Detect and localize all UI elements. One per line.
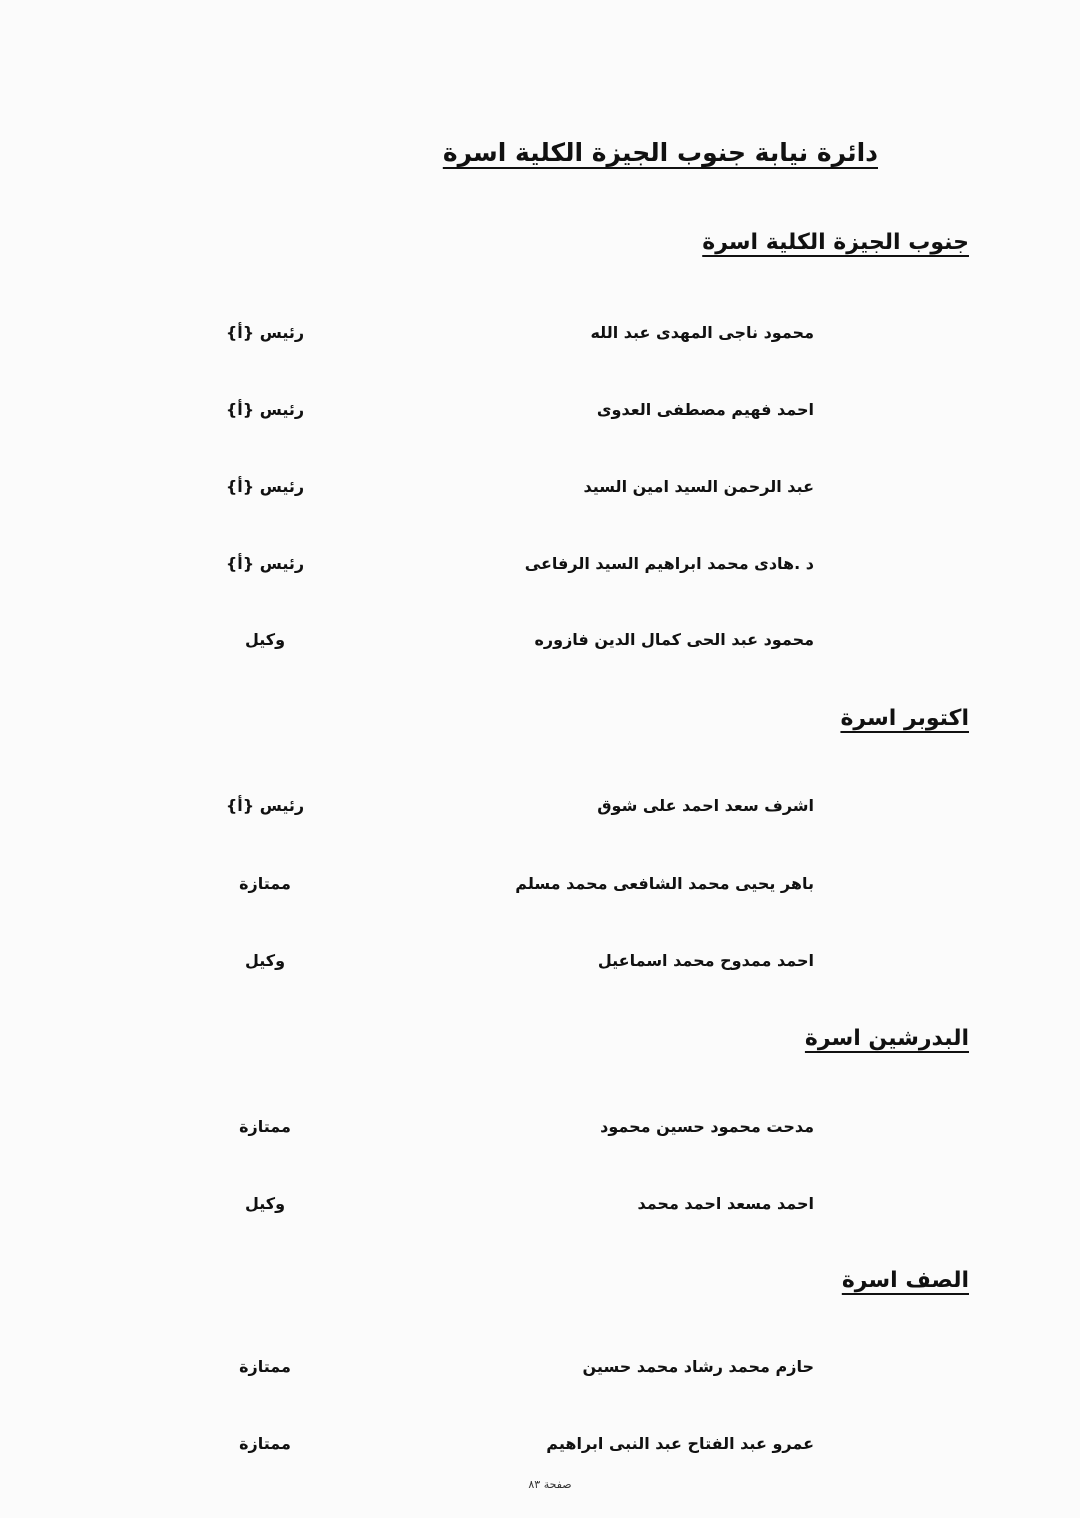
entry-rank: ممتازة <box>239 874 291 893</box>
entry-rank: رئيس {أ} <box>225 400 305 419</box>
entry-rank: وكيل <box>244 630 286 649</box>
entry-rank: ممتازة <box>239 1434 291 1453</box>
entry-name: احمد مسعد احمد محمد <box>637 1194 814 1213</box>
entry-rank: وكيل <box>244 951 286 970</box>
entry-name: د .هادى محمد ابراهيم السيد الرفاعى <box>524 554 814 573</box>
section-heading: البدرشين اسرة <box>804 1026 969 1051</box>
entry-name: عمرو عبد الفتاح عبد النبى ابراهيم <box>546 1434 814 1453</box>
page-number: صفحة ٨٣ <box>528 1478 572 1491</box>
entry-name: محمود ناجى المهدى عبد الله <box>590 323 814 342</box>
entry-rank: رئيس {أ} <box>225 554 305 573</box>
page-title: دائرة نيابة جنوب الجيزة الكلية اسرة <box>442 138 878 167</box>
entry-rank: ممتازة <box>239 1357 291 1376</box>
entry-name: محمود عبد الحى كمال الدين فازوره <box>534 630 814 649</box>
section-heading: جنوب الجيزة الكلية اسرة <box>702 230 969 255</box>
entry-rank: رئيس {أ} <box>225 477 305 496</box>
entry-name: احمد فهيم مصطفى العدوى <box>596 400 814 419</box>
entry-name: اشرف سعد احمد على شوق <box>597 796 814 815</box>
entry-rank: ممتازة <box>239 1117 291 1136</box>
entry-name: عبد الرحمن السيد امين السيد <box>583 477 814 496</box>
entry-name: احمد ممدوح محمد اسماعيل <box>597 951 814 970</box>
entry-rank: رئيس {أ} <box>225 796 305 815</box>
entry-rank: وكيل <box>244 1194 286 1213</box>
entry-rank: رئيس {أ} <box>225 323 305 342</box>
entry-name: مدحت محمود حسين محمود <box>600 1117 814 1136</box>
section-heading: اكتوبر اسرة <box>840 706 969 731</box>
entry-name: حازم محمد رشاد محمد حسين <box>582 1357 814 1376</box>
section-heading: الصف اسرة <box>841 1268 969 1293</box>
entry-name: باهر يحيى محمد الشافعى محمد مسلم <box>515 874 814 893</box>
